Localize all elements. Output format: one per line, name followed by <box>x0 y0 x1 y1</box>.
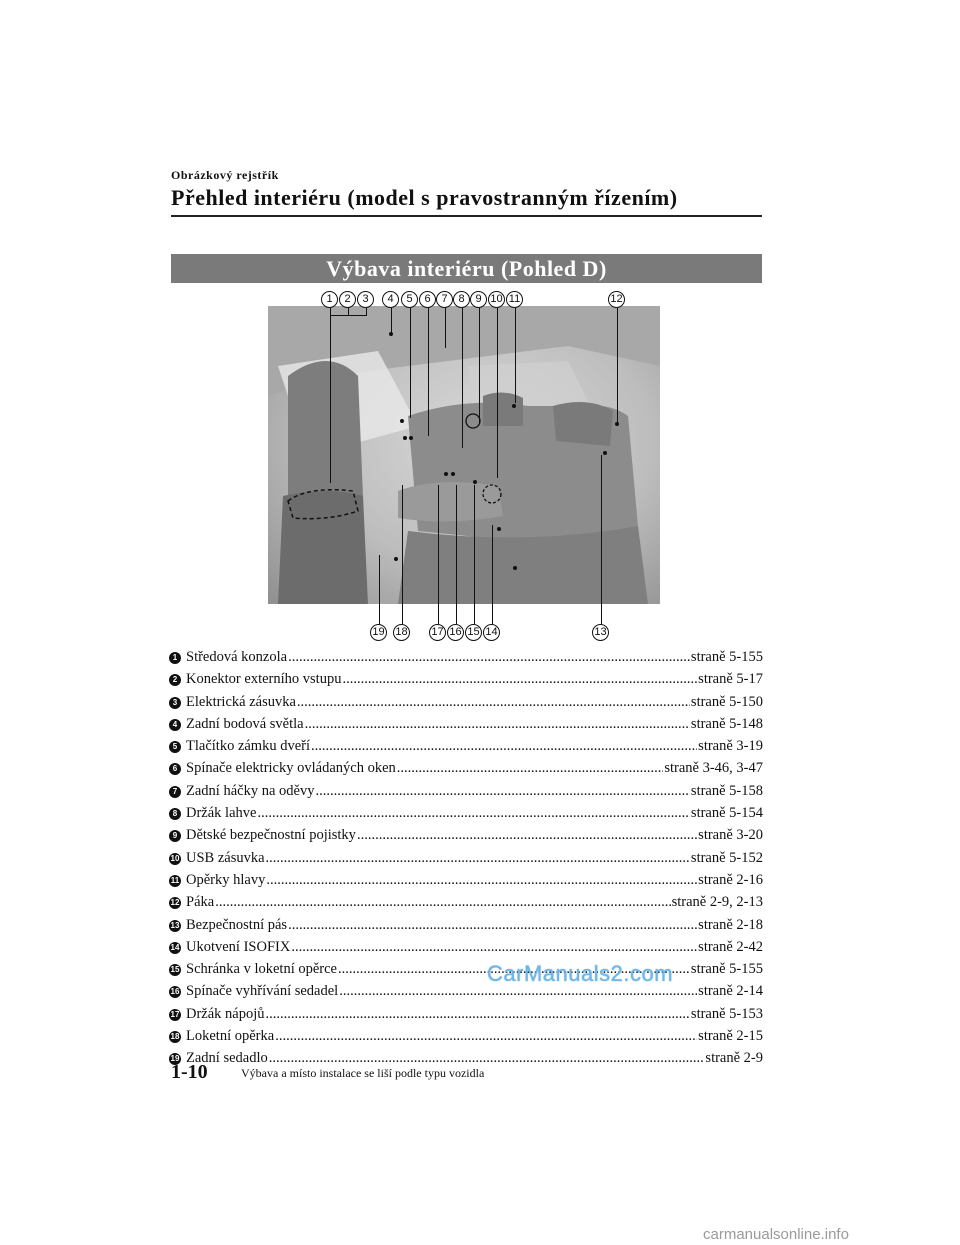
callout-4: 4 <box>382 291 399 308</box>
leader-10 <box>497 308 498 478</box>
leader-9 <box>479 308 480 423</box>
footer-note: Výbava a místo instalace se liší podle typu vozidla <box>241 1066 485 1080</box>
item-page-ref: straně 3-19 <box>698 738 763 755</box>
leader-dots <box>305 713 690 735</box>
callout-17: 17 <box>429 624 446 641</box>
leader-dots <box>288 914 697 936</box>
item-number-badge: 15 <box>170 965 180 975</box>
item-page-ref: straně 5-152 <box>690 849 763 866</box>
leader-17 <box>438 485 439 624</box>
callout-11: 11 <box>506 291 523 308</box>
item-number-badge: 13 <box>170 920 180 930</box>
list-item <box>169 824 763 846</box>
leader-2 <box>348 308 349 315</box>
item-number-badge: 18 <box>170 1032 180 1042</box>
leader-11 <box>515 308 516 403</box>
list-item <box>169 958 763 980</box>
section-label: Obrázkový rejstřík <box>171 168 279 182</box>
callout-1: 1 <box>321 291 338 308</box>
item-label: Páka <box>186 894 215 911</box>
item-number-badge: 9 <box>169 830 181 842</box>
callout-12: 12 <box>608 291 625 308</box>
item-number-badge: 14 <box>170 942 180 952</box>
leader-5 <box>410 308 411 418</box>
item-number-badge: 6 <box>169 763 181 775</box>
list-item <box>169 1025 763 1047</box>
callout-6: 6 <box>419 291 436 308</box>
item-page-ref: straně 2-14 <box>698 983 763 1000</box>
callout-5: 5 <box>401 291 418 308</box>
list-item <box>169 668 763 690</box>
leader-7 <box>445 308 446 348</box>
item-page-ref: straně 5-150 <box>690 693 763 710</box>
item-number-badge: 1 <box>169 652 181 664</box>
item-label: Držák lahve <box>186 805 257 822</box>
list-item <box>169 757 763 779</box>
item-label: Elektrická zásuvka <box>186 693 296 710</box>
item-number-badge: 11 <box>170 875 180 885</box>
leader-1 <box>330 308 331 483</box>
leader-dots <box>215 891 670 913</box>
list-item <box>169 914 763 936</box>
list-item <box>169 780 763 802</box>
item-page-ref: straně 2-15 <box>698 1028 763 1045</box>
list-item <box>169 891 763 913</box>
leader-123-bar <box>330 315 367 316</box>
list-item <box>169 869 763 891</box>
callout-8: 8 <box>453 291 470 308</box>
leader-dots <box>275 1025 697 1047</box>
item-number-badge: 3 <box>169 697 181 709</box>
leader-18 <box>402 485 403 624</box>
item-label: Konektor externího vstupu <box>186 671 342 688</box>
leader-dots <box>311 735 697 757</box>
list-item <box>169 735 763 757</box>
leader-dots <box>257 802 689 824</box>
callout-16: 16 <box>447 624 464 641</box>
leader-dots <box>357 824 697 846</box>
list-item <box>169 1003 763 1025</box>
item-page-ref: straně 2-9 <box>705 1050 763 1067</box>
page-number: 1-10 <box>171 1061 208 1083</box>
item-page-ref: straně 3-20 <box>698 827 763 844</box>
leader-16 <box>456 485 457 624</box>
page-title: Přehled interiéru (model s pravostranným řízením) <box>171 185 678 210</box>
item-page-ref: straně 5-158 <box>690 782 763 799</box>
item-number-badge: 5 <box>169 741 181 753</box>
item-label: Zadní sedadlo <box>186 1050 268 1067</box>
watermark-logo: CarManuals2.com <box>487 961 674 986</box>
item-number-badge: 12 <box>170 898 180 908</box>
item-label: USB zásuvka <box>186 849 265 866</box>
item-label: Opěrky hlavy <box>186 871 266 888</box>
leader-dots <box>266 869 697 891</box>
item-page-ref: straně 5-153 <box>690 1005 763 1022</box>
callout-9: 9 <box>470 291 487 308</box>
leader-dots <box>342 668 697 690</box>
leader-13 <box>601 455 602 624</box>
view-banner: Výbava interiéru (Pohled D) <box>171 254 762 283</box>
item-number-badge: 8 <box>169 808 181 820</box>
leader-dots <box>266 847 690 869</box>
callout-19: 19 <box>370 624 387 641</box>
leader-dots <box>288 646 690 668</box>
item-page-ref: straně 5-148 <box>690 715 763 732</box>
item-page-ref: straně 2-9, 2-13 <box>671 894 763 911</box>
item-number-badge: 2 <box>169 674 181 686</box>
item-label: Bezpečnostní pás <box>186 916 288 933</box>
leader-6 <box>428 308 429 436</box>
list-item <box>169 802 763 824</box>
item-label: Držák nápojů <box>186 1005 265 1022</box>
list-item <box>169 691 763 713</box>
callout-14: 14 <box>483 624 500 641</box>
item-label: Středová konzola <box>186 649 288 665</box>
item-page-ref: straně 5-17 <box>698 671 763 688</box>
leader-15 <box>474 485 475 624</box>
item-number-badge: 4 <box>169 719 181 731</box>
callout-13: 13 <box>592 624 609 641</box>
callout-2: 2 <box>339 291 356 308</box>
leader-14 <box>492 525 493 624</box>
item-label: Ukotvení ISOFIX <box>186 938 291 955</box>
item-label: Dětské bezpečnostní pojistky <box>186 827 356 844</box>
item-page-ref: straně 2-42 <box>698 938 763 955</box>
callout-15: 15 <box>465 624 482 641</box>
list-item <box>169 980 763 1002</box>
item-label: Tlačítko zámku dveří <box>186 738 311 755</box>
item-page-ref: straně 5-154 <box>690 805 763 822</box>
item-number-badge: 19 <box>170 1054 180 1064</box>
leader-12 <box>617 308 618 424</box>
leader-dots <box>291 936 697 958</box>
item-page-ref: straně 2-18 <box>698 916 763 933</box>
leader-3 <box>366 308 367 315</box>
callout-7: 7 <box>436 291 453 308</box>
list-item <box>169 646 763 668</box>
leader-dots <box>297 691 690 713</box>
list-item <box>169 936 763 958</box>
leader-dots <box>315 780 689 802</box>
callout-3: 3 <box>357 291 374 308</box>
item-page-ref: straně 2-16 <box>698 871 763 888</box>
item-page-ref: straně 5-155 <box>690 961 763 978</box>
list-item <box>169 847 763 869</box>
item-label: Spínače vyhřívání sedadel <box>186 983 339 1000</box>
item-label: Loketní opěrka <box>186 1028 275 1045</box>
item-page-ref: straně 5-155 <box>690 649 763 665</box>
list-item <box>169 713 763 735</box>
item-page-ref: straně 3-46, 3-47 <box>664 760 763 777</box>
callout-18: 18 <box>393 624 410 641</box>
item-number-badge: 17 <box>170 1009 180 1019</box>
leader-19 <box>379 555 380 624</box>
interior-figure <box>171 285 762 645</box>
item-number-badge: 10 <box>170 853 180 863</box>
title-rule <box>171 215 762 217</box>
item-label: Zadní bodová světla <box>186 715 304 732</box>
site-watermark: carmanualsonline.info <box>703 1226 849 1243</box>
item-label: Spínače elektricky ovládaných oken <box>186 760 396 777</box>
item-number-badge: 7 <box>169 786 181 798</box>
callout-10: 10 <box>488 291 505 308</box>
item-label: Schránka v loketní opěrce <box>186 961 337 978</box>
item-number-badge: 16 <box>170 987 180 997</box>
item-label: Zadní háčky na oděvy <box>186 782 315 799</box>
leader-8 <box>462 308 463 448</box>
leader-4 <box>391 308 392 336</box>
leader-dots <box>397 757 664 779</box>
leader-dots <box>266 1003 690 1025</box>
legend-list <box>169 646 763 1070</box>
